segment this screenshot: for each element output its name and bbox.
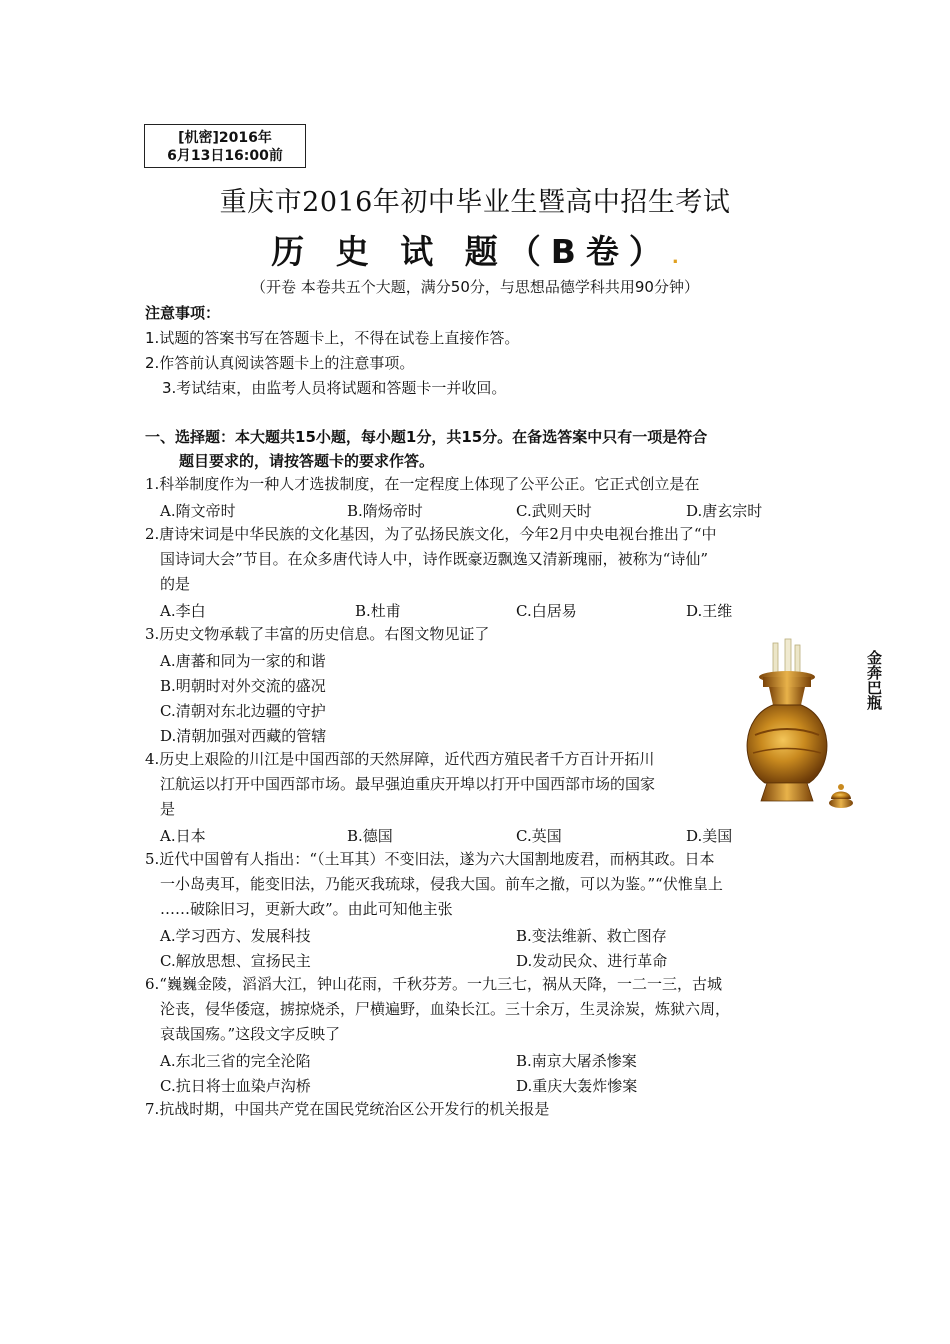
option: A.隋文帝时	[160, 502, 236, 520]
option: A.李白	[160, 602, 206, 620]
option: C.抗日将士血染卢沟桥	[160, 1077, 311, 1095]
question-5	[145, 847, 813, 922]
option: B.明朝时对外交流的盛况	[160, 677, 326, 695]
confidential-line-1: [机密]2016年	[178, 130, 272, 146]
subject-title-dot: .	[671, 247, 679, 268]
question-text: 2.唐诗宋词是中华民族的文化基因，为了弘扬民族文化，今年2月中央电视台推出了“中	[145, 525, 717, 543]
option: B.隋炀帝时	[347, 502, 423, 520]
question-text: ……破除旧习，更新大政”。由此可知他主张	[160, 900, 453, 918]
option: A.学习西方、发展科技	[160, 927, 311, 945]
notice-item: 2.作答前认真阅读答题卡上的注意事项。	[145, 354, 415, 372]
question-text: 1.科举制度作为一种人才选拔制度，在一定程度上体现了公平公正。它正式创立是在	[145, 475, 700, 493]
option: D.清朝加强对西藏的管辖	[160, 727, 327, 745]
option: B.杜甫	[355, 602, 401, 620]
question-text: 是	[160, 800, 176, 818]
option: C.清朝对东北边疆的守护	[160, 702, 326, 720]
option: B.南京大屠杀惨案	[516, 1052, 637, 1070]
question-text: 的是	[160, 575, 191, 593]
option: A.唐蕃和同为一家的和谐	[160, 652, 326, 670]
golden-urn-image	[735, 635, 865, 815]
option: C.白居易	[516, 602, 577, 620]
question-text: 一小岛夷耳，能变旧法，乃能灭我琉球，侵我大国。前车之撤，可以为鉴。”“伏惟皇上	[160, 875, 723, 893]
option: D.发动民众、进行革命	[516, 952, 668, 970]
option: B.变法维新、救亡图存	[516, 927, 667, 945]
notice-heading: 注意事项：	[145, 304, 221, 322]
question-6	[145, 972, 813, 1047]
question-text: 6.“巍巍金陵，滔滔大江，钟山花雨，千秋芬芳。一九三七，祸从天降，一二一三，古城	[145, 975, 722, 993]
exam-title: 重庆市2016年初中毕业生暨高中招生考试	[219, 187, 731, 218]
question-text: 4.历史上艰险的川江是中国西部的天然屏障，近代西方殖民者千方百计开拓川	[145, 750, 655, 768]
option: D.重庆大轰炸惨案	[516, 1077, 638, 1095]
confidential-line-2: 6月13日16:00前	[167, 148, 283, 164]
section-heading	[145, 425, 825, 473]
option: D.唐玄宗时	[686, 502, 763, 520]
option: C.武则天时	[516, 502, 592, 520]
question-1	[145, 472, 813, 497]
question-text: 国诗词大会”节目。在众多唐代诗人中，诗作既豪迈飘逸又清新瑰丽，被称为“诗仙”	[160, 550, 709, 568]
section-heading-line-1: 一、选择题：本大题共15小题，每小题1分，共15分。在备选答案中只有一项是符合	[145, 428, 708, 446]
question-2	[145, 522, 813, 597]
option: A.日本	[160, 827, 206, 845]
question-7	[145, 1097, 813, 1122]
option: A.东北三省的完全沦陷	[160, 1052, 311, 1070]
question-text: 7.抗战时期，中国共产党在国民党统治区公开发行的机关报是	[145, 1100, 550, 1118]
question-text: 5.近代中国曾有人指出：“（土耳其）不变旧法，遂为六大国割地废君，而柄其政。日本	[145, 850, 715, 868]
question-text: 沦丧，侵华倭寇，掳掠烧杀，尸横遍野，血染长江。三十余万，生灵涂炭，炼狱六周，	[160, 1000, 731, 1018]
question-3	[145, 622, 813, 647]
option: D.美国	[686, 827, 733, 845]
notice-item: 1.试题的答案书写在答题卡上，不得在试卷上直接作答。	[145, 329, 520, 347]
question-text: 江航运以打开中国西部市场。最早强迫重庆开埠以打开中国西部市场的国家	[160, 775, 656, 793]
confidential-stamp-box	[144, 124, 306, 168]
option: D.王维	[686, 602, 733, 620]
golden-urn-illustration-icon	[735, 635, 865, 815]
subject-title-text: 历 史 试 题（B卷）	[271, 232, 672, 271]
question-4	[145, 747, 735, 822]
option: B.德国	[347, 827, 393, 845]
option: C.解放思想、宣扬民主	[160, 952, 311, 970]
subject-title	[0, 226, 950, 273]
section-heading-line-2: 题目要求的，请按答题卡的要求作答。	[179, 452, 435, 470]
urn-caption: 金奔巴瓶	[865, 650, 883, 710]
question-text: 3.历史文物承载了丰富的历史信息。右图文物见证了	[145, 625, 490, 643]
question-text: 哀哉国殇。”这段文字反映了	[160, 1025, 341, 1043]
notice-item: 3.考试结束，由监考人员将试题和答题卡一并收回。	[162, 379, 507, 397]
option: C.英国	[516, 827, 562, 845]
exam-subtitle: （开卷 本卷共五个大题，满分50分，与思想品德学科共用90分钟）	[251, 278, 699, 296]
